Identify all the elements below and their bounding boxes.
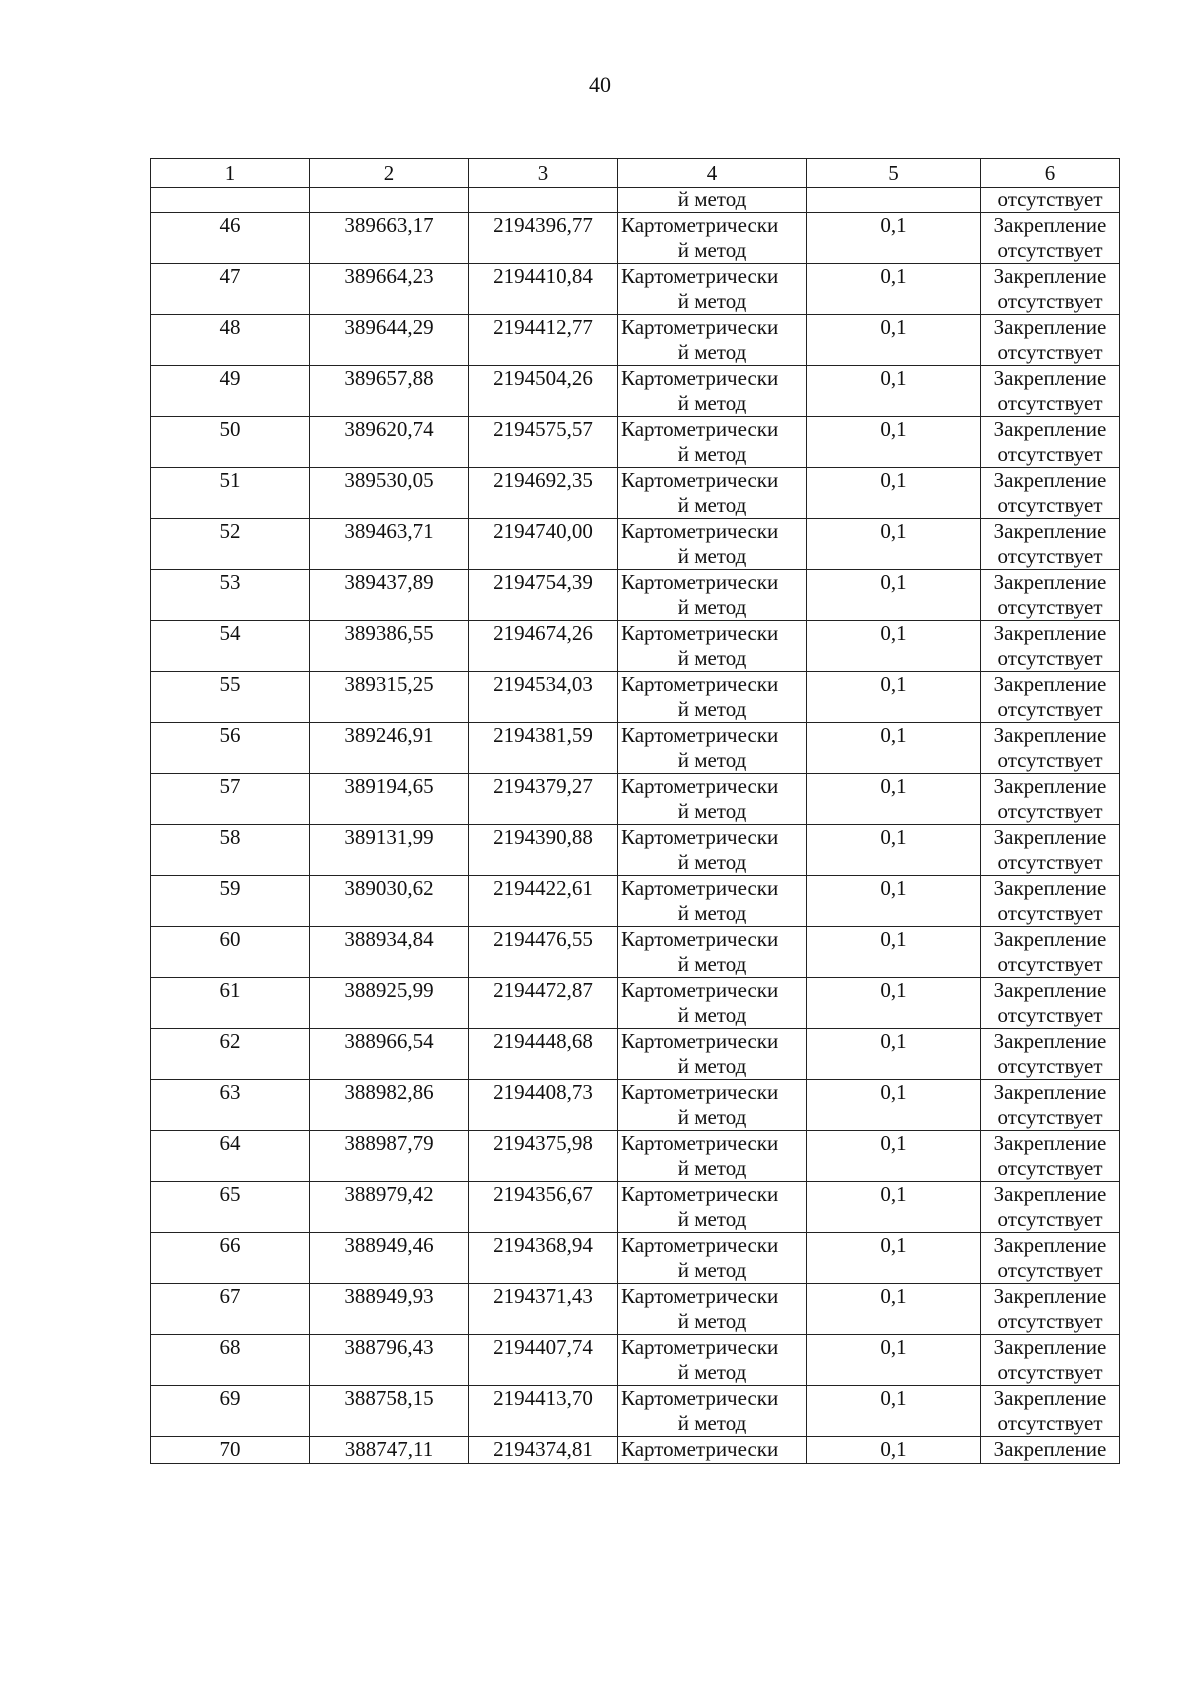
y-coordinate-cell: 2194674,26 [469,621,618,672]
fixation-cell [981,417,1120,468]
method-cell-line2: й метод [677,1207,747,1231]
accuracy-cell: 0,1 [807,621,981,672]
method-cell-line1: Картометрически [621,570,779,594]
table-row [151,570,1120,621]
x-coordinate-cell: 388758,15 [310,1386,469,1437]
method-cell-line2: й метод [677,1156,747,1180]
point-number-cell: 57 [151,774,310,825]
method-cell-line1: Картометрически [621,723,779,747]
x-coordinate-cell: 388934,84 [310,927,469,978]
table-body [151,188,1120,1464]
x-coordinate-cell: 388747,11 [310,1437,469,1464]
method-cell [618,621,807,672]
point-number-cell: 68 [151,1335,310,1386]
point-number-cell: 51 [151,468,310,519]
x-coordinate-cell: 389620,74 [310,417,469,468]
x-coordinate-cell: 388949,46 [310,1233,469,1284]
point-number-cell: 56 [151,723,310,774]
method-cell [618,672,807,723]
method-cell [618,213,807,264]
table-row [151,876,1120,927]
table-row [151,978,1120,1029]
point-number-cell: 62 [151,1029,310,1080]
y-coordinate-cell: 2194754,39 [469,570,618,621]
table-row [151,1182,1120,1233]
table-row [151,1029,1120,1080]
method-cell [618,1080,807,1131]
fixation-cell [981,1080,1120,1131]
fixation-cell-line1: Закрепление [993,1233,1107,1257]
fixation-cell-line1: Закрепление [993,927,1107,951]
method-cell [618,264,807,315]
accuracy-cell: 0,1 [807,927,981,978]
point-number-cell: 52 [151,519,310,570]
method-cell-line1: Картометрически [621,978,779,1002]
table-cell [310,188,469,213]
fixation-cell-line2: отсутствует [997,544,1103,568]
fixation-cell [981,1284,1120,1335]
method-cell-line2: й метод [677,799,747,823]
method-cell-line2: й метод [677,646,747,670]
table-row [151,927,1120,978]
accuracy-cell: 0,1 [807,825,981,876]
method-cell-line1: Картометрически [621,519,779,543]
table-row [151,672,1120,723]
y-coordinate-cell: 2194448,68 [469,1029,618,1080]
fixation-cell-line2: отсутствует [997,1207,1103,1231]
table-row [151,1131,1120,1182]
method-cell-line1: Картометрически [621,1284,779,1308]
point-number-cell: 65 [151,1182,310,1233]
point-number-cell: 54 [151,621,310,672]
fixation-cell [981,468,1120,519]
method-cell [618,570,807,621]
table-row [151,1284,1120,1335]
accuracy-cell: 0,1 [807,1029,981,1080]
accuracy-cell: 0,1 [807,1131,981,1182]
accuracy-cell: 0,1 [807,519,981,570]
fixation-cell-line2: отсутствует [997,901,1103,925]
accuracy-cell: 0,1 [807,366,981,417]
y-coordinate-cell: 2194390,88 [469,825,618,876]
point-number-cell: 53 [151,570,310,621]
y-coordinate-cell: 2194408,73 [469,1080,618,1131]
fixation-cell [981,876,1120,927]
fixation-cell-line2: отсутствует [997,340,1103,364]
fixation-cell-line1: Закрепление [993,621,1107,645]
y-coordinate-cell: 2194472,87 [469,978,618,1029]
fixation-cell-line2: отсутствует [997,1105,1103,1129]
y-coordinate-cell: 2194356,67 [469,1182,618,1233]
y-coordinate-cell: 2194575,57 [469,417,618,468]
y-coordinate-cell: 2194410,84 [469,264,618,315]
accuracy-cell: 0,1 [807,1437,981,1464]
fixation-cell-line1: Закрепление [993,978,1107,1002]
point-number-cell: 61 [151,978,310,1029]
method-cell-line1: Картометрически [621,264,779,288]
y-coordinate-cell: 2194379,27 [469,774,618,825]
method-cell [618,1284,807,1335]
fixation-cell-line2: отсутствует [997,1003,1103,1027]
y-coordinate-cell: 2194422,61 [469,876,618,927]
fixation-cell-line1: Закрепление [993,213,1107,237]
accuracy-cell: 0,1 [807,1284,981,1335]
x-coordinate-cell: 389657,88 [310,366,469,417]
x-coordinate-cell: 388966,54 [310,1029,469,1080]
table-row [151,621,1120,672]
fixation-cell [981,1386,1120,1437]
y-coordinate-cell: 2194396,77 [469,213,618,264]
fixation-cell [981,621,1120,672]
table-row [151,315,1120,366]
point-number-cell: 48 [151,315,310,366]
x-coordinate-cell: 389386,55 [310,621,469,672]
method-cell-line2: й метод [677,340,747,364]
y-coordinate-cell: 2194476,55 [469,927,618,978]
method-cell [618,315,807,366]
method-cell-line1: Картометрически [621,1131,779,1155]
table-row [151,213,1120,264]
column-header-2: 2 [310,159,469,188]
method-cell [618,1131,807,1182]
fixation-cell-line2: отсутствует [997,238,1103,262]
method-cell [618,927,807,978]
point-number-cell: 50 [151,417,310,468]
method-cell-line2: й метод [677,1054,747,1078]
fixation-cell-line1: Закрепление [993,264,1107,288]
method-cell [618,774,807,825]
fixation-cell-line2: отсутствует [997,697,1103,721]
column-header-5: 5 [807,159,981,188]
fixation-cell-line1: Закрепление [993,1131,1107,1155]
point-number-cell: 55 [151,672,310,723]
accuracy-cell: 0,1 [807,978,981,1029]
fixation-cell-line2: отсутствует [997,1411,1103,1435]
x-coordinate-cell: 389463,71 [310,519,469,570]
method-cell [618,1029,807,1080]
x-coordinate-cell: 388949,93 [310,1284,469,1335]
method-cell-line1: Картометрически [621,1233,779,1257]
method-cell-line1: Картометрически [621,315,779,339]
accuracy-cell: 0,1 [807,723,981,774]
fixation-cell-line2: отсутствует [997,1360,1103,1384]
accuracy-cell: 0,1 [807,315,981,366]
x-coordinate-cell: 388982,86 [310,1080,469,1131]
continuation-row [151,188,1120,213]
fixation-cell-line1: Закрепление [993,468,1107,492]
method-cell-line1: Картометрически [621,213,779,237]
method-cell [618,366,807,417]
table-cell [151,188,310,213]
fixation-cell-line2: отсутствует [997,952,1103,976]
accuracy-cell: 0,1 [807,672,981,723]
fixation-cell [981,927,1120,978]
fixation-cell [981,213,1120,264]
y-coordinate-cell: 2194407,74 [469,1335,618,1386]
method-cell-line1: Картометрически [621,927,779,951]
table-row [151,1335,1120,1386]
method-cell-line2: й метод [677,901,747,925]
x-coordinate-cell: 388796,43 [310,1335,469,1386]
method-cell-line1: Картометрически [621,1386,779,1410]
method-cell-line2: й метод [677,748,747,772]
method-cell-line1: Картометрически [621,366,779,390]
table-row [151,519,1120,570]
x-coordinate-cell: 389663,17 [310,213,469,264]
fixation-cell-line1: Закрепление [993,876,1107,900]
table-row [151,1080,1120,1131]
column-header-6: 6 [981,159,1120,188]
method-cell [618,417,807,468]
table-cell [469,188,618,213]
method-cell-line2: й метод [677,697,747,721]
accuracy-cell: 0,1 [807,1182,981,1233]
y-coordinate-cell: 2194381,59 [469,723,618,774]
method-cell-line2: й метод [677,493,747,517]
point-number-cell: 60 [151,927,310,978]
column-number-row [151,159,1120,188]
method-cell-line2: й метод [677,1360,747,1384]
accuracy-cell: 0,1 [807,1386,981,1437]
method-cell-line2: й метод [677,1105,747,1129]
method-cell [618,1182,807,1233]
fixation-cell-line1: Закрепление [993,723,1107,747]
table-row [151,723,1120,774]
fixation-cell-line1: Закрепление [993,366,1107,390]
continuation-fix-cell: отсутствует [981,188,1120,213]
fixation-cell-line2: отсутствует [997,799,1103,823]
point-number-cell: 46 [151,213,310,264]
fixation-cell-line1: Закрепление [993,672,1107,696]
fixation-cell [981,264,1120,315]
method-cell [618,723,807,774]
table-row [151,1437,1120,1464]
x-coordinate-cell: 389664,23 [310,264,469,315]
method-cell [618,519,807,570]
method-cell [618,468,807,519]
method-cell [618,1386,807,1437]
fixation-cell-line2: отсутствует [997,1309,1103,1333]
fixation-cell-line1: Закрепление [993,1284,1107,1308]
accuracy-cell: 0,1 [807,1335,981,1386]
accuracy-cell: 0,1 [807,213,981,264]
column-header-4: 4 [618,159,807,188]
x-coordinate-cell: 389131,99 [310,825,469,876]
y-coordinate-cell: 2194413,70 [469,1386,618,1437]
method-cell-line1: Картометрически [621,1437,779,1461]
fixation-cell [981,1437,1120,1464]
accuracy-cell: 0,1 [807,417,981,468]
method-cell-line1: Картометрически [621,417,779,441]
accuracy-cell: 0,1 [807,264,981,315]
method-cell-line1: Картометрически [621,672,779,696]
x-coordinate-cell: 388979,42 [310,1182,469,1233]
point-number-cell: 58 [151,825,310,876]
y-coordinate-cell: 2194534,03 [469,672,618,723]
method-cell-line2: й метод [677,1411,747,1435]
fixation-cell-line1: Закрепление [993,570,1107,594]
fixation-cell [981,570,1120,621]
method-cell-line1: Картометрически [621,1029,779,1053]
fixation-cell-line1: Закрепление [993,774,1107,798]
point-number-cell: 47 [151,264,310,315]
accuracy-cell: 0,1 [807,468,981,519]
x-coordinate-cell: 389315,25 [310,672,469,723]
table-row [151,825,1120,876]
point-number-cell: 69 [151,1386,310,1437]
point-number-cell: 59 [151,876,310,927]
x-coordinate-cell: 388987,79 [310,1131,469,1182]
x-coordinate-cell: 389030,62 [310,876,469,927]
y-coordinate-cell: 2194374,81 [469,1437,618,1464]
fixation-cell-line1: Закрепление [993,519,1107,543]
method-cell [618,1233,807,1284]
table-cell [807,188,981,213]
x-coordinate-cell: 389194,65 [310,774,469,825]
point-number-cell: 64 [151,1131,310,1182]
fixation-cell-line2: отсутствует [997,748,1103,772]
fixation-cell-line1: Закрепление [993,825,1107,849]
method-cell-line2: й метод [677,1309,747,1333]
method-cell-line1: Картометрически [621,621,779,645]
method-cell [618,1335,807,1386]
fixation-cell-line1: Закрепление [993,417,1107,441]
table-row [151,366,1120,417]
fixation-cell-line1: Закрепление [993,1080,1107,1104]
fixation-cell-line1: Закрепление [993,1182,1107,1206]
x-coordinate-cell: 389246,91 [310,723,469,774]
method-cell-line1: Картометрически [621,468,779,492]
method-cell-line1: Картометрически [621,825,779,849]
y-coordinate-cell: 2194692,35 [469,468,618,519]
fixation-cell-line2: отсутствует [997,646,1103,670]
fixation-cell [981,1131,1120,1182]
fixation-cell [981,978,1120,1029]
continuation-method-cell: й метод [618,188,807,213]
fixation-cell [981,315,1120,366]
point-number-cell: 67 [151,1284,310,1335]
method-cell-line2: й метод [677,952,747,976]
column-header-1: 1 [151,159,310,188]
accuracy-cell: 0,1 [807,1080,981,1131]
fixation-cell [981,723,1120,774]
fixation-cell [981,1182,1120,1233]
y-coordinate-cell: 2194368,94 [469,1233,618,1284]
method-cell-line1: Картометрически [621,1080,779,1104]
table-row [151,264,1120,315]
method-cell-line2: й метод [677,442,747,466]
fixation-cell [981,774,1120,825]
point-number-cell: 70 [151,1437,310,1464]
table-row [151,1386,1120,1437]
x-coordinate-cell: 389530,05 [310,468,469,519]
method-cell-line1: Картометрически [621,774,779,798]
method-cell-line2: й метод [677,289,747,313]
fixation-cell-line2: отсутствует [997,1156,1103,1180]
fixation-cell-line1: Закрепление [993,1386,1107,1410]
y-coordinate-cell: 2194371,43 [469,1284,618,1335]
y-coordinate-cell: 2194740,00 [469,519,618,570]
x-coordinate-cell: 388925,99 [310,978,469,1029]
method-cell-line1: Картометрически [621,1335,779,1359]
fixation-cell-line2: отсутствует [997,1258,1103,1282]
fixation-cell-line2: отсутствует [997,391,1103,415]
fixation-cell-line1: Закрепление [993,315,1107,339]
fixation-cell-line2: отсутствует [997,493,1103,517]
point-number-cell: 63 [151,1080,310,1131]
fixation-cell [981,1233,1120,1284]
fixation-cell-line1: Закрепление [993,1029,1107,1053]
fixation-cell [981,672,1120,723]
method-cell-line2: й метод [677,850,747,874]
fixation-cell [981,1335,1120,1386]
method-cell-line2: й метод [677,595,747,619]
fixation-cell [981,519,1120,570]
fixation-cell [981,825,1120,876]
method-cell-line2: й метод [677,1003,747,1027]
fixation-cell-line2: отсутствует [997,289,1103,313]
method-cell [618,978,807,1029]
point-number-cell: 66 [151,1233,310,1284]
fixation-cell [981,1029,1120,1080]
method-cell-line2: й метод [677,391,747,415]
fixation-cell [981,366,1120,417]
method-cell-line1: Картометрически [621,1182,779,1206]
fixation-cell-line2: отсутствует [997,595,1103,619]
fixation-cell-line2: отсутствует [997,850,1103,874]
column-header-3: 3 [469,159,618,188]
method-cell-line2: й метод [677,1258,747,1282]
method-cell [618,825,807,876]
table-row [151,417,1120,468]
accuracy-cell: 0,1 [807,1233,981,1284]
y-coordinate-cell: 2194375,98 [469,1131,618,1182]
y-coordinate-cell: 2194504,26 [469,366,618,417]
method-cell-line2: й метод [677,544,747,568]
coordinates-table [150,158,1120,1464]
table-row [151,774,1120,825]
method-cell [618,876,807,927]
method-cell [618,1437,807,1464]
fixation-cell-line2: отсутствует [997,442,1103,466]
table-row [151,1233,1120,1284]
method-cell-line1: Картометрически [621,876,779,900]
table-row [151,468,1120,519]
fixation-cell-line1: Закрепление [993,1335,1107,1359]
y-coordinate-cell: 2194412,77 [469,315,618,366]
page-number: 40 [589,72,611,97]
accuracy-cell: 0,1 [807,876,981,927]
x-coordinate-cell: 389437,89 [310,570,469,621]
point-number-cell: 49 [151,366,310,417]
fixation-cell-line2: отсутствует [997,1054,1103,1078]
accuracy-cell: 0,1 [807,774,981,825]
accuracy-cell: 0,1 [807,570,981,621]
fixation-cell-line1: Закрепление [993,1437,1107,1461]
method-cell-line2: й метод [677,238,747,262]
x-coordinate-cell: 389644,29 [310,315,469,366]
